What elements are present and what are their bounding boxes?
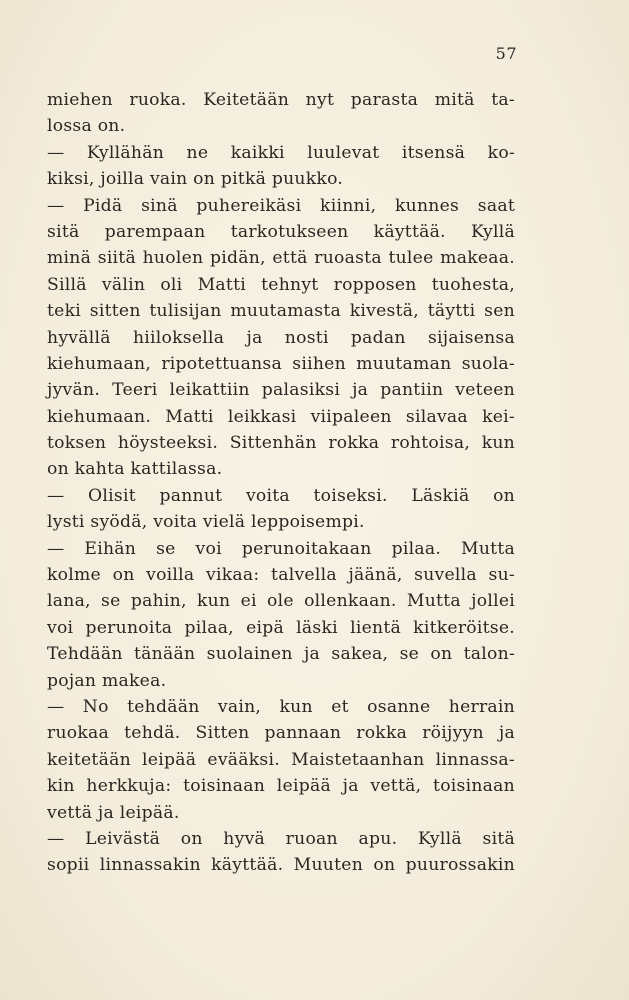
text-line: kiksi, joilla vain on pitkä puukko. — [47, 169, 344, 190]
text-line: — Eihän se voi perunoitakaan pilaa. Mutta — [47, 538, 515, 559]
text-line: teki sitten tulisijan muutamasta kivestä, täytti sen — [47, 301, 515, 322]
text-line: sitä parempaan tarkotukseen käyttää. Kyllä — [47, 221, 515, 242]
text-line: minä siitä huolen pidän, että ruoasta tulee makeaa. — [47, 248, 515, 269]
text-line: — Leivästä on hyvä ruoan apu. Kyllä sitä — [47, 828, 515, 849]
text-line: sopii linnassakin käyttää. Muuten on puurossakin — [47, 855, 515, 876]
text-line: — Olisit pannut voita toiseksi. Läskiä on — [47, 485, 515, 506]
text-line: hyvällä hiiloksella ja nosti padan sijaisensa — [47, 327, 515, 348]
text-line: kin herkkuja: toisinaan leipää ja vettä, toisinaan — [47, 776, 515, 797]
body-text — [47, 87, 515, 879]
text-line: Sillä välin oli Matti tehnyt ropposen tuohesta, — [47, 274, 515, 295]
text-line: voi perunoita pilaa, eipä läski lientä kitkeröitse. — [47, 617, 515, 638]
text-line: pojan makea. — [47, 670, 167, 691]
text-line: jyvän. Teeri leikattiin palasiksi ja pantiin veteen — [47, 380, 515, 401]
text-line: lana, se pahin, kun ei ole ollenkaan. Mutta jollei — [47, 591, 515, 612]
text-line: — Pidä sinä puhereikäsi kiinni, kunnes saat — [47, 195, 515, 216]
text-line: kiehumaan, ripotettuansa siihen muutaman suola- — [47, 353, 515, 374]
text-line: kiehumaan. Matti leikkasi viipaleen silavaa kei- — [47, 406, 515, 427]
text-line: miehen ruoka. Keitetään nyt parasta mitä ta- — [47, 90, 515, 110]
text-line: lysti syödä, voita vielä leppoisempi. — [47, 512, 365, 533]
text-line: — Kyllähän ne kaikki luulevat itsensä ko- — [47, 142, 515, 163]
text-line: on kahta kattilassa. — [47, 459, 223, 480]
text-line: kolme on voilla vikaa: talvella jäänä, suvella su- — [47, 565, 515, 586]
text-line: vettä ja leipää. — [47, 802, 180, 823]
text-line: ruokaa tehdä. Sitten pannaan rokka röijyyn ja — [47, 723, 515, 744]
text-line: Tehdään tänään suolainen ja sakea, se on talon- — [47, 644, 515, 665]
text-line: — No tehdään vain, kun et osanne herrain — [47, 696, 515, 717]
text-line: keitetään leipää evääksi. Maistetaanhan linnassa- — [47, 749, 515, 770]
page-number: 57 — [495, 44, 517, 63]
text-line: toksen höysteeksi. Sittenhän rokka rohtoisa, kun — [47, 433, 515, 454]
text-line: lossa on. — [47, 116, 126, 137]
